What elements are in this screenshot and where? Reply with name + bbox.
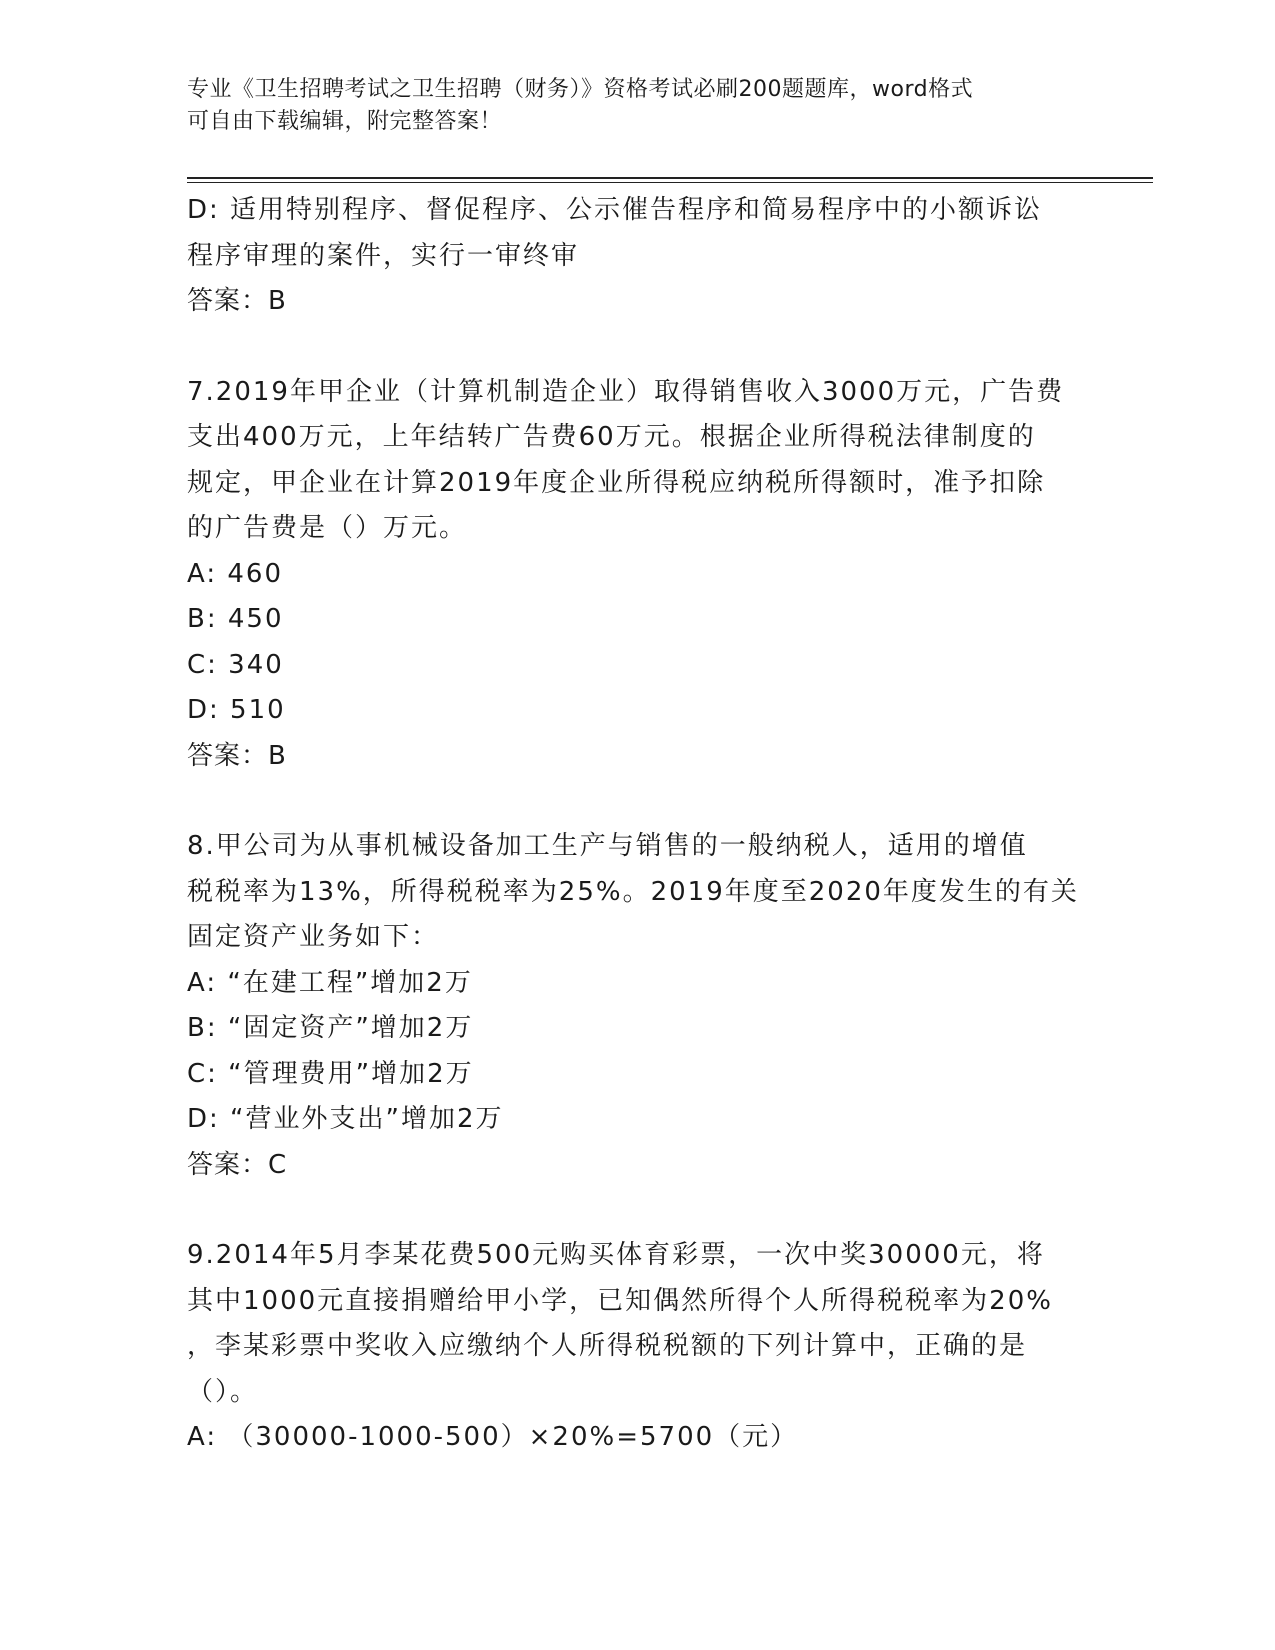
option-a: A: （30000-1000-500）×20%=5700（元） — [187, 1422, 799, 1452]
question-stem-line: 固定资产业务如下： — [187, 922, 440, 952]
question-8 — [187, 824, 1087, 1188]
question-stem-line: 8.甲公司为从事机械设备加工生产与销售的一般纳税人，适用的增值 — [187, 831, 1028, 861]
answer-line: 答案：B — [187, 286, 287, 316]
question-stem-line: 规定，甲企业在计算2019年度企业所得税应纳税所得额时，准予扣除 — [187, 467, 1046, 498]
document-header — [187, 74, 1067, 138]
document-body — [187, 188, 1087, 1461]
question-stem-line: ，李某彩票中奖收入应缴纳个人所得税税额的下列计算中，正确的是 — [187, 1331, 1028, 1361]
option-d-continued: 程序审理的案件，实行一审终审 — [187, 240, 580, 271]
question-stem-line: （）。 — [187, 1376, 259, 1407]
option-c: C: 340 — [187, 649, 284, 680]
question-stem-line: 支出400万元，上年结转广告费60万元。根据企业所得税法律制度的 — [187, 422, 1036, 452]
question-stem-line: 的广告费是（）万元。 — [187, 513, 468, 543]
option-b: B: “固定资产”增加2万 — [187, 1013, 474, 1043]
option-d: D: “营业外支出”增加2万 — [187, 1104, 504, 1134]
question-9 — [187, 1233, 1087, 1461]
question-7 — [187, 370, 1087, 780]
question-stem-line: 7.2019年甲企业（计算机制造企业）取得销售收入3000万元，广告费 — [187, 376, 1065, 407]
answer-line: 答案：B — [187, 740, 287, 771]
option-b: B: 450 — [187, 604, 284, 634]
question-stem-line: 其中1000元直接捐赠给甲小学，已知偶然所得个人所得税税率为20% — [187, 1285, 1053, 1316]
header-divider-thick — [187, 177, 1153, 179]
previous-question-tail — [187, 188, 1087, 325]
option-c: C: “管理费用”增加2万 — [187, 1058, 474, 1089]
answer-line: 答案：C — [187, 1149, 288, 1180]
option-a: A: 460 — [187, 558, 283, 589]
option-d: D: 适用特别程序、督促程序、公示催告程序和简易程序中的小额诉讼 — [187, 195, 1043, 225]
header-title-line-2: 可自由下载编辑，附完整答案！ — [187, 109, 503, 134]
header-title-line-1: 专业《卫生招聘考试之卫生招聘（财务）》资格考试必刷200题题库，word格式 — [187, 77, 974, 102]
question-stem-line: 9.2014年5月李某花费500元购买体育彩票，一次中奖30000元，将 — [187, 1240, 1045, 1270]
option-d: D: 510 — [187, 695, 286, 725]
option-a: A: “在建工程”增加2万 — [187, 967, 473, 998]
header-divider-thin — [187, 182, 1153, 183]
question-stem-line: 税税率为13%，所得税税率为25%。2019年度至2020年度发生的有关 — [187, 876, 1079, 907]
